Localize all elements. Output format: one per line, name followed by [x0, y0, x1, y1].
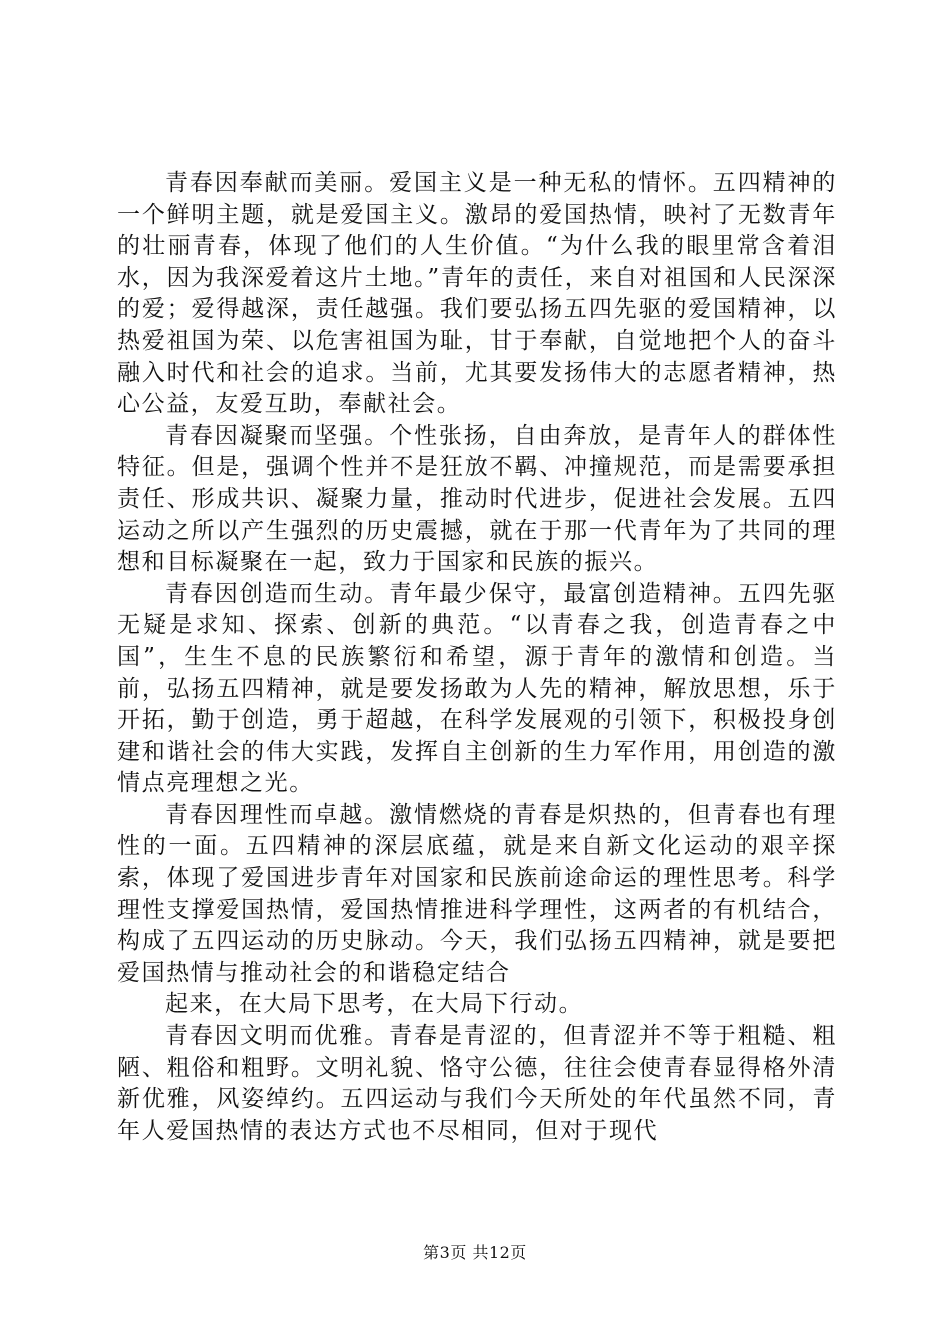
- page-number-footer: 第3页 共12页: [423, 1243, 527, 1262]
- paragraph-cohesion: 青春因凝聚而坚强。个性张扬，自由奔放，是青年人的群体性特征。但是，强调个性并不是狂放不羁、冲撞规范，而是需要承担责任、形成共识、凝聚力量，推动时代进步，促进社会发展。五四运动之所以产生强烈的历史震撼，就在于那一代青年为了共同的理想和目标凝聚在一起，致力于国家和民族的振兴。: [117, 422, 837, 576]
- paragraph-creation: 青春因创造而生动。青年最少保守，最富创造精神。五四先驱无疑是求知、探索、创新的典范。“以青春之我，创造青春之中国”，生生不息的民族繁衍和希望，源于青年的激情和创造。当前，弘扬五四精神，就是要发扬敢为人先的精神，解放思想，乐于开拓，勤于创造，勇于超越，在科学发展观的引领下，积极投身创建和谐社会的伟大实践，发挥自主创新的生力军作用，用创造的激情点亮理想之光。: [117, 580, 837, 797]
- paragraph-rationality-continued: 起来，在大局下思考，在大局下行动。: [165, 991, 584, 1018]
- paragraph-rationality: 青春因理性而卓越。激情燃烧的青春是炽热的，但青春也有理性的一面。五四精神的深层底蕴，就是来自新文化运动的艰辛探索，体现了爱国进步青年对国家和民族前途命运的理性思考。科学理性支撑爱国热情，爱国热情推进科学理性，这两者的有机结合，构成了五四运动的历史脉动。今天，我们弘扬五四精神，就是要把爱国热情与推动社会的和谐稳定结合: [117, 801, 837, 986]
- paragraph-dedication: 青春因奉献而美丽。爱国主义是一种无私的情怀。五四精神的一个鲜明主题，就是爱国主义。激昂的爱国热情，映衬了无数青年的壮丽青春，体现了他们的人生价值。“为什么我的眼里常含着泪水，因为我深爱着这片土地。”青年的责任，来自对祖国和人民深深的爱；爱得越深，责任越强。我们要弘扬五四先驱的爱国精神，以热爱祖国为荣、以危害祖国为耻，甘于奉献，自觉地把个人的奋斗融入时代和社会的追求。当前，尤其要发扬伟大的志愿者精神，热心公益，友爱互助，奉献社会。: [117, 170, 837, 418]
- document-body: [117, 168, 837, 1147]
- paragraph-civility: 青春因文明而优雅。青春是青涩的，但青涩并不等于粗糙、粗陋、粗俗和粗野。文明礼貌、恪守公德，往往会使青春显得格外清新优雅，风姿绰约。五四运动与我们今天所处的年代虽然不同，青年人爱国热情的表达方式也不尽相同，但对于现代: [117, 1023, 837, 1144]
